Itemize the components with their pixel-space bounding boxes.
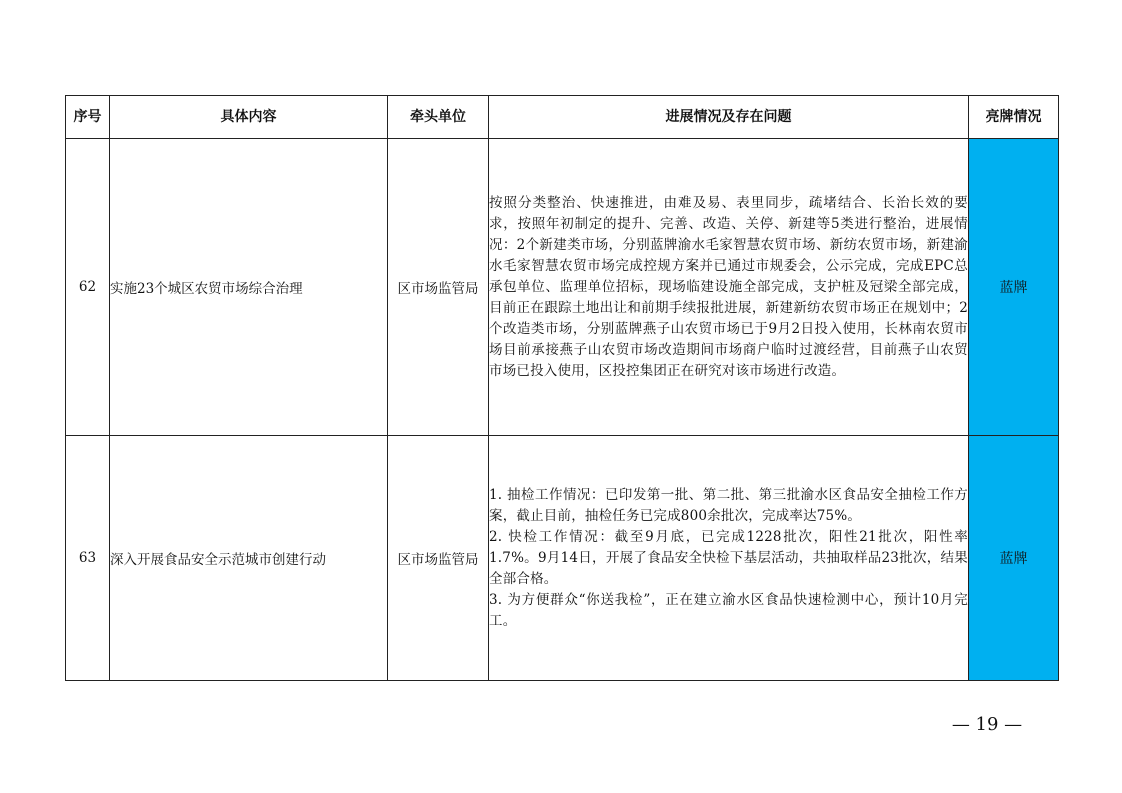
progress-paragraph: 1. 抽检工作情况：已印发第一批、第二批、第三批渝水区食品安全抽检工作方案，截止目前，抽检任务已完成800余批次，完成率达75%。 — [489, 486, 968, 524]
table-row — [66, 139, 1059, 436]
progress-paragraph: 3. 为方便群众“你送我检”，正在建立渝水区食品快速检测中心，预计10月完工。 — [489, 591, 968, 629]
row-content: 实施23个城区农贸市场综合治理 — [110, 139, 388, 436]
row-unit: 区市场监管局 — [388, 139, 489, 436]
status-badge: 蓝牌 — [969, 436, 1059, 681]
progress-table — [65, 95, 1059, 681]
row-seq: 62 — [66, 139, 110, 436]
row-seq: 63 — [66, 436, 110, 681]
row-content: 深入开展食品安全示范城市创建行动 — [110, 436, 388, 681]
status-badge: 蓝牌 — [969, 139, 1059, 436]
page-number: — 19 — — [951, 714, 1023, 735]
table-header-row — [66, 96, 1059, 139]
header-unit: 牵头单位 — [388, 96, 489, 139]
header-seq: 序号 — [66, 96, 110, 139]
header-progress: 进展情况及存在问题 — [489, 96, 969, 139]
table-row — [66, 436, 1059, 681]
row-unit: 区市场监管局 — [388, 436, 489, 681]
header-content: 具体内容 — [110, 96, 388, 139]
row-progress — [489, 139, 969, 436]
progress-paragraph: 2. 快检工作情况：截至9月底，已完成1228批次，阳性21批次，阳性率1.7%。9月14日，开展了食品安全快检下基层活动，共抽取样品23批次，结果全部合格。 — [489, 528, 968, 587]
progress-paragraph: 按照分类整治、快速推进，由难及易、表里同步，疏堵结合、长治长效的要求，按照年初制定的提升、完善、改造、关停、新建等5类进行整治，进展情况：2个新建类市场，分别蓝牌渝水毛家智慧农贸市场、新纺农贸市场，新建渝水毛家智慧农贸市场完成控规方案并已通过市规委会，公示完成，完成EPC总承包单位、监理单位招标，现场临建设施全部完成，支护桩及冠梁全部完成，目前正在跟踪土地出让和前期手续报批进展，新建新纺农贸市场正在规划中；2个改造类市场，分别蓝牌燕子山农贸市场已于9月2日投入使用，长林南农贸市场目前承接燕子山农贸市场改造期间市场商户临时过渡经营，目前燕子山农贸市场已投入使用，区投控集团正在研究对该市场进行改造。 — [489, 194, 968, 379]
header-badge: 亮牌情况 — [969, 96, 1059, 139]
row-progress — [489, 436, 969, 681]
